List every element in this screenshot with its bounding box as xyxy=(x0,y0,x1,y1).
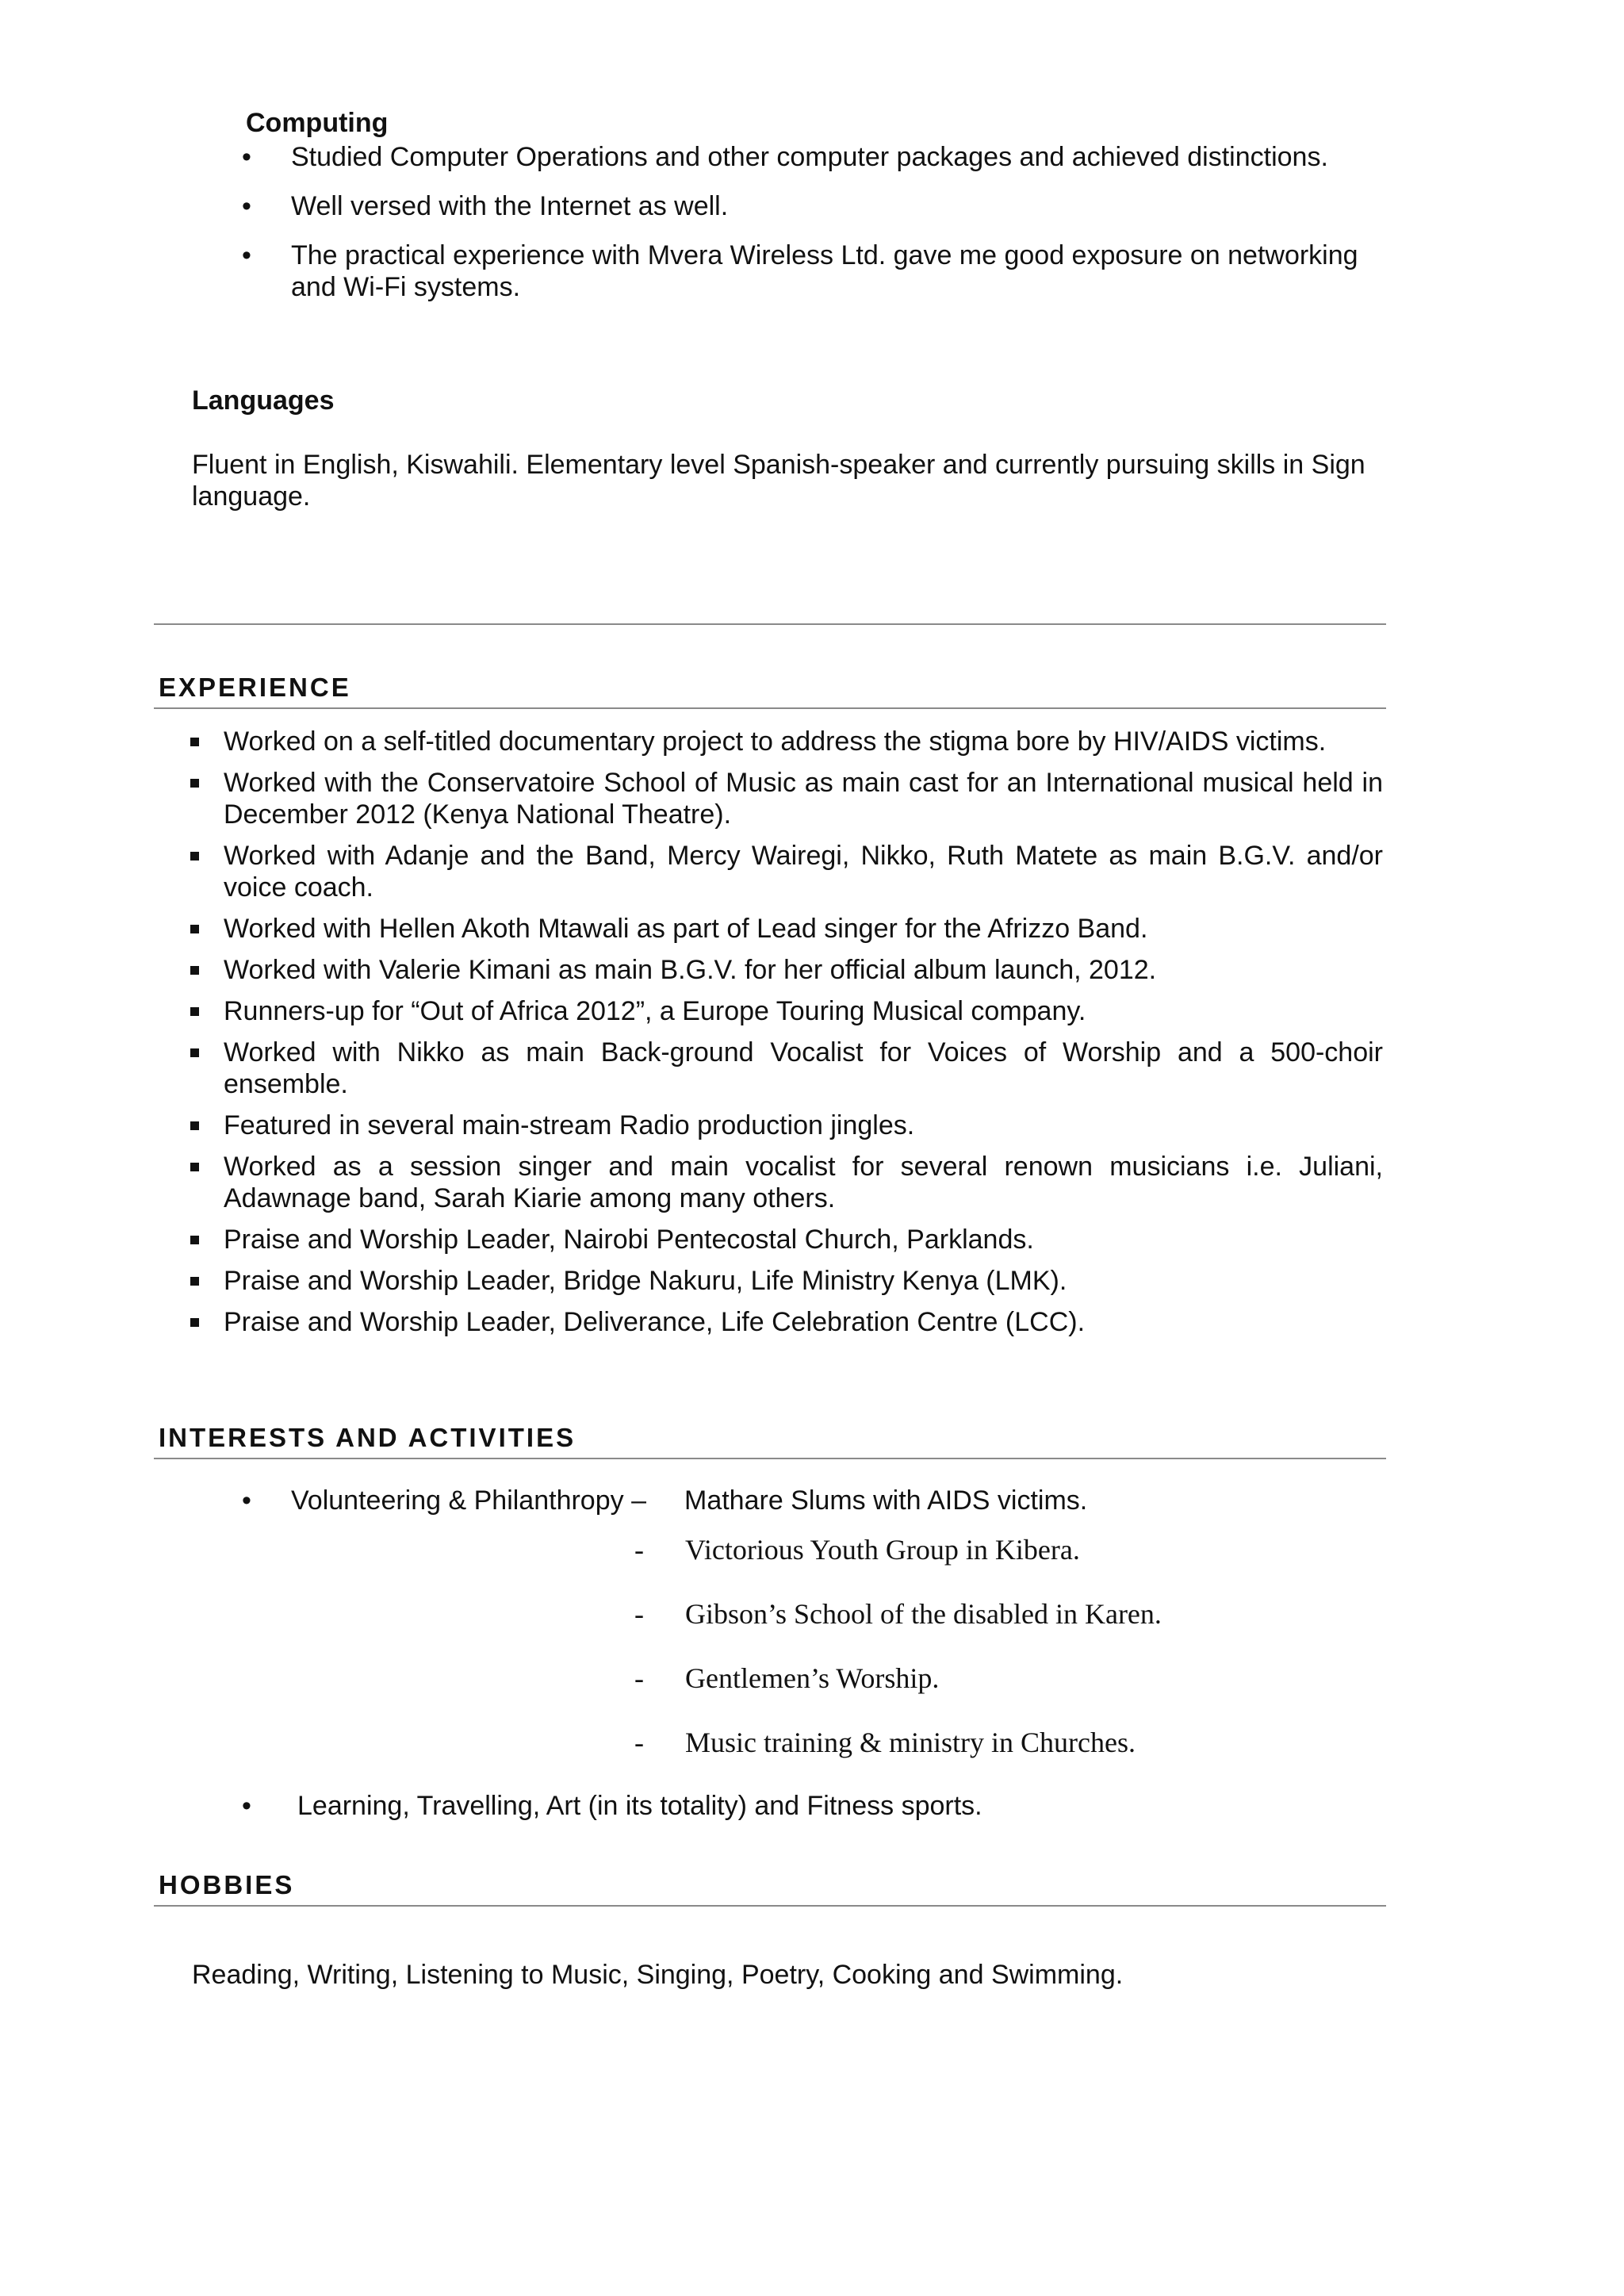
volunteering-item: - Gibson’s School of the disabled in Karen. xyxy=(634,1598,1162,1630)
square-bullet-icon xyxy=(190,1318,199,1327)
section-divider xyxy=(154,1905,1386,1907)
list-item: • Well versed with the Internet as well. xyxy=(242,191,729,221)
list-item: Worked with Nikko as main Back-ground Vocalist for Voices of Worship and a 500-choir ensemble. xyxy=(190,1037,1383,1100)
bullet-dot-icon: • xyxy=(242,142,251,172)
bullet-dot-icon: • xyxy=(242,1485,251,1516)
bullet-dot-icon: • xyxy=(242,1791,251,1821)
square-bullet-icon xyxy=(190,779,199,788)
section-divider xyxy=(154,1458,1386,1459)
languages-heading: Languages xyxy=(192,385,335,416)
square-bullet-icon xyxy=(190,925,199,933)
list-item: Worked as a session singer and main vocalist for several renown musicians i.e. Juliani, Adawnage band, Sarah Kiarie among many others. xyxy=(190,1151,1383,1214)
bullet-dot-icon: • xyxy=(242,191,251,221)
volunteering-row xyxy=(242,1485,1087,1516)
section-divider xyxy=(154,623,1386,625)
list-item: Praise and Worship Leader, Bridge Nakuru, Life Ministry Kenya (LMK). xyxy=(190,1265,1383,1297)
dash-icon: - xyxy=(634,1727,644,1758)
list-item: Runners-up for “Out of Africa 2012”, a Europe Touring Musical company. xyxy=(190,995,1383,1027)
dash-icon: - xyxy=(634,1534,644,1566)
section-divider xyxy=(154,707,1386,709)
dash-icon: - xyxy=(634,1598,644,1630)
languages-text: Fluent in English, Kiswahili. Elementary level Spanish-speaker and currently pursuing skills in Sign language. xyxy=(192,450,1365,512)
volunteering-item: - Music training & ministry in Churches. xyxy=(634,1727,1136,1758)
interests-other: • Learning, Travelling, Art (in its totality) and Fitness sports. xyxy=(242,1791,982,1821)
square-bullet-icon xyxy=(190,1163,199,1171)
experience-heading: EXPERIENCE xyxy=(159,673,351,702)
square-bullet-icon xyxy=(190,852,199,861)
volunteering-item: Mathare Slums with AIDS victims. xyxy=(684,1485,1088,1516)
list-item: Praise and Worship Leader, Deliverance, Life Celebration Centre (LCC). xyxy=(190,1306,1383,1338)
square-bullet-icon xyxy=(190,1121,199,1130)
list-item: • Studied Computer Operations and other computer packages and achieved distinctions. xyxy=(242,142,1328,172)
experience-list xyxy=(190,726,1383,1347)
square-bullet-icon xyxy=(190,1277,199,1286)
list-item: Worked with the Conservatoire School of Music as main cast for an International musical held in December 2012 (Kenya National Theatre). xyxy=(190,767,1383,830)
square-bullet-icon xyxy=(190,966,199,975)
square-bullet-icon xyxy=(190,1236,199,1244)
computing-heading: Computing xyxy=(246,108,389,138)
bullet-dot-icon: • xyxy=(242,240,251,270)
list-item: Worked with Valerie Kimani as main B.G.V. for her official album launch, 2012. xyxy=(190,954,1383,986)
volunteering-item: - Gentlemen’s Worship. xyxy=(634,1662,940,1694)
square-bullet-icon xyxy=(190,1007,199,1016)
list-item: Praise and Worship Leader, Nairobi Pentecostal Church, Parklands. xyxy=(190,1224,1383,1255)
volunteering-item: - Victorious Youth Group in Kibera. xyxy=(634,1534,1080,1566)
list-item: Worked on a self-titled documentary project to address the stigma bore by HIV/AIDS victims. xyxy=(190,726,1383,757)
square-bullet-icon xyxy=(190,738,199,746)
list-item: Worked with Hellen Akoth Mtawali as part of Lead singer for the Afrizzo Band. xyxy=(190,913,1383,945)
dash-icon: - xyxy=(634,1662,644,1694)
computing-list xyxy=(242,141,1392,303)
list-item: Featured in several main-stream Radio production jingles. xyxy=(190,1110,1383,1141)
interests-heading: INTERESTS AND ACTIVITIES xyxy=(159,1423,576,1452)
hobbies-heading: HOBBIES xyxy=(159,1870,295,1899)
hobbies-text: Reading, Writing, Listening to Music, Singing, Poetry, Cooking and Swimming. xyxy=(192,1960,1124,1990)
list-item: • The practical experience with Mvera Wireless Ltd. gave me good exposure on networking and Wi-Fi systems. xyxy=(242,240,1358,302)
volunteering-label: Volunteering & Philanthropy – xyxy=(291,1485,646,1516)
list-item: Worked with Adanje and the Band, Mercy Wairegi, Nikko, Ruth Matete as main B.G.V. and/or voice coach. xyxy=(190,840,1383,903)
square-bullet-icon xyxy=(190,1048,199,1057)
